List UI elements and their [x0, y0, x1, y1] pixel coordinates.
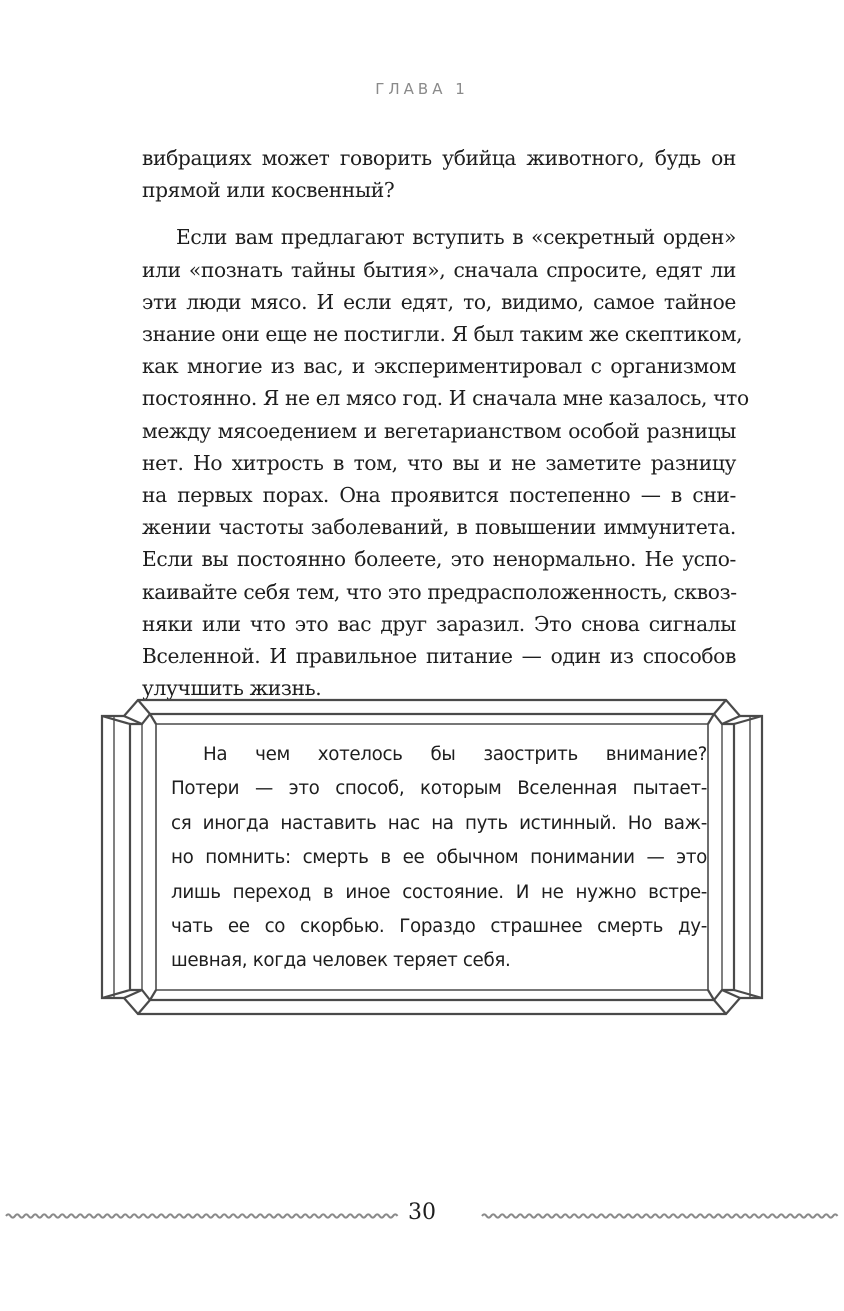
callout-line: лишь переход в иное состояние. И не нужно встре-: [171, 881, 707, 903]
callout-line: На чем хотелось бы заострить внимание?: [203, 744, 707, 765]
text-line: улучшить жизнь.: [142, 676, 322, 701]
text-line: Если вам предлагают вступить в «секретный орден»: [176, 225, 736, 250]
callout-line: ся иногда наставить нас на путь истинный. Но важ-: [171, 812, 707, 834]
text-line: Если вы постоянно болеете, это ненормально. Не успо-: [142, 547, 736, 572]
text-line: постоянно. Я не ел мясо год. И сначала мне казалось, что: [142, 386, 749, 411]
running-head: ГЛАВА 1: [375, 80, 469, 98]
text-line: на первых порах. Она проявится постепенно — в сни-: [142, 483, 736, 508]
text-line: знание они еще не постигли. Я был таким же скептиком,: [142, 322, 743, 347]
text-line: няки или что это вас друг заразил. Это снова сигналы: [142, 611, 736, 636]
page-number: 30: [408, 1200, 436, 1225]
text-line: между мясоедением и вегетарианством особой разницы: [142, 418, 736, 443]
text-line: эти люди мясо. И если едят, то, видимо, самое тайное: [142, 289, 736, 314]
text-line: Вселенной. И правильное питание — один из способов: [142, 644, 736, 669]
text-line: как многие из вас, и экспериментировал с организмом: [142, 354, 736, 379]
text-line: каивайте себя тем, что это предрасположенность, сквоз-: [142, 579, 737, 604]
paragraph-1: [142, 142, 736, 206]
callout-line: но помнить: смерть в ее обычном понимании — это: [171, 847, 707, 869]
callout-line: чать ее со скорбью. Гораздо страшнее смерть ду-: [171, 916, 707, 938]
callout-line: Потери — это способ, которым Вселенная пытает-: [171, 778, 707, 800]
text-line: прямой или косвенный?: [142, 178, 395, 203]
paragraph-2: [142, 221, 749, 704]
body-text: [142, 142, 749, 704]
callout-line: шевная, когда человек теряет себя.: [171, 950, 511, 972]
text-line: нет. Но хитрость в том, что вы и не заметите разницу: [142, 450, 736, 475]
text-line: или «познать тайны бытия», сначала спросите, едят ли: [142, 257, 736, 282]
text-line: жении частоты заболеваний, в повышении иммунитета.: [142, 515, 736, 540]
callout-text: [171, 738, 707, 979]
text-line: вибрациях может говорить убийца животного, будь он: [142, 146, 736, 170]
